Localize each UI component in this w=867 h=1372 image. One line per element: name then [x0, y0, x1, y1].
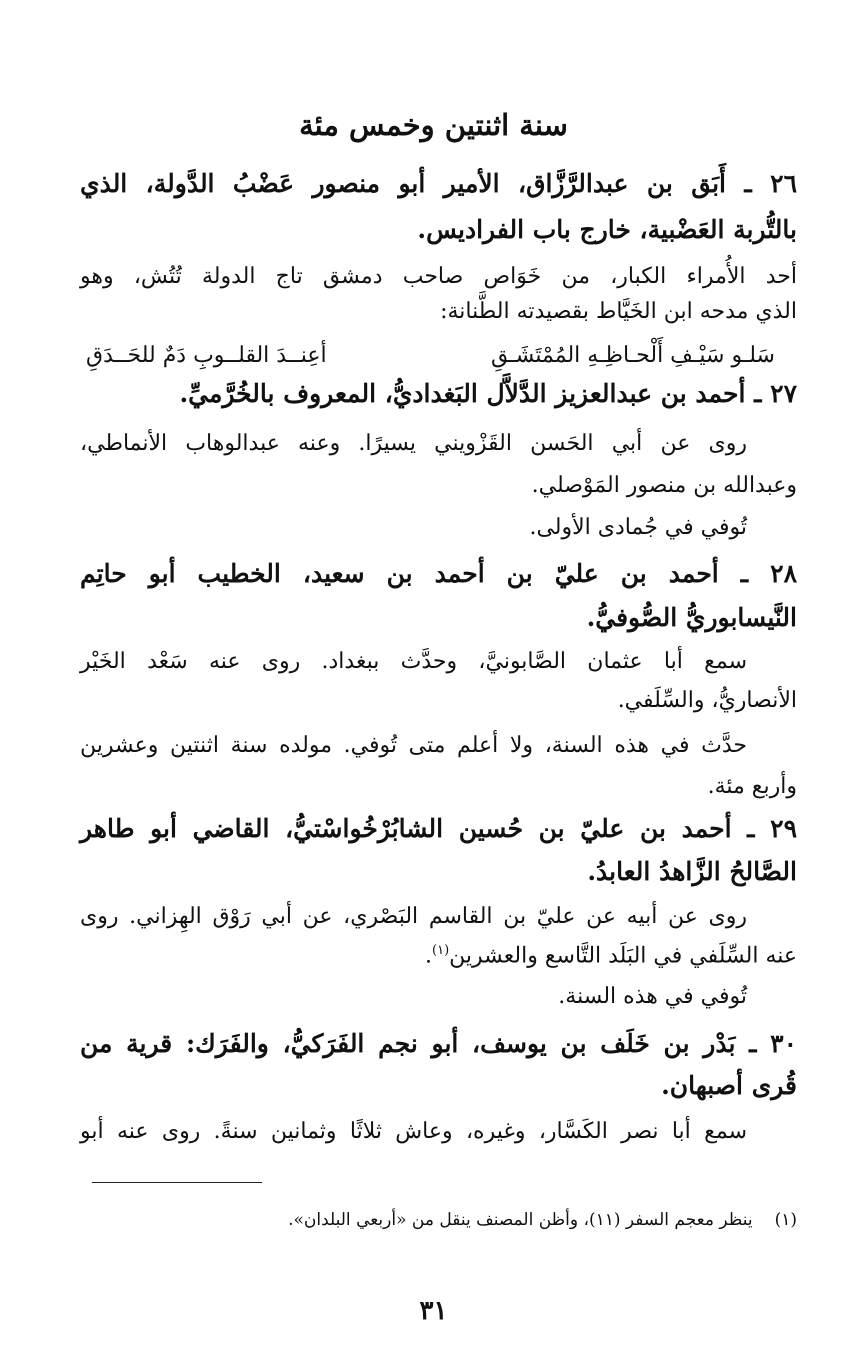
entry-29-heading-line1: ٢٩ ـ أحمد بن عليّ بن حُسين الشابُرْخُواسْتيُّ، القاضي أبو طاهر — [80, 814, 797, 843]
entry-29-body-line2 — [80, 944, 797, 969]
entry-28-body-line1: سمع أبا عثمان الصَّابونيَّ، وحدَّث ببغداد. روى عنه سَعْد الخَيْر — [80, 649, 747, 674]
entry-30-body-line1: سمع أبا نصر الكَسَّار، وغيره، وعاش ثلاثًا وثمانين سنةً. روى عنه أبو — [80, 1119, 747, 1144]
entry-29-heading-line2: الصَّالحُ الزَّاهدُ العابدُ. — [587, 857, 797, 886]
verse-hemistich-first: سَلـو سَيْـفِ أَلْحـاظِـهِ المُمْتَشَـقِ — [490, 343, 775, 368]
entry-27-body-line1: روى عن أبي الحَسن القَزْويني يسيرًا. وعنه عبدالوهاب الأنماطي، — [80, 431, 747, 456]
verse-hemistich-second: أعِنــدَ القلــوبِ دَمٌ للحَــدَقِ — [86, 343, 327, 368]
entry-26-verse — [86, 343, 775, 368]
entry-27-body-line3: تُوفي في جُمادى الأولى. — [529, 515, 747, 540]
footnote-number: (١) — [774, 1210, 797, 1230]
page-number: ٣١ — [419, 1296, 448, 1326]
section-title: سنة اثنتين وخمس مئة — [299, 108, 568, 142]
entry-29-body-period: . — [425, 943, 433, 969]
footnote-divider — [92, 1182, 262, 1183]
entry-28-body-line4: وأربع مئة. — [707, 774, 797, 799]
entry-29-body-line1: روى عن أبيه عن عليّ بن القاسم البَصْري، عن أبي رَوْق الهِزاني. روى — [80, 904, 747, 929]
footnote — [288, 1210, 797, 1230]
entry-28-body-line2: الأنصاريُّ، والسِّلَفي. — [617, 688, 797, 713]
entry-29-body-text: عنه السِّلَفي في البَلَد التَّاسع والعشرين — [449, 943, 797, 969]
footnote-text: ينظر معجم السفر (١١)، وأظن المصنف ينقل من «أربعي البلدان». — [288, 1210, 753, 1230]
entry-28-heading-line1: ٢٨ ـ أحمد بن عليّ بن أحمد بن سعيد، الخطيب أبو حاتِم — [80, 559, 797, 588]
entry-30-heading-line2: قُرى أصبهان. — [661, 1071, 797, 1100]
entry-26-body-line1: أحد الأُمراء الكبار، من خَوَاص صاحب دمشق تاج الدولة تُتُش، وهو — [80, 264, 797, 289]
entry-29-body-line3: تُوفي في هذه السنة. — [558, 984, 747, 1009]
entry-30-heading-line1: ٣٠ ـ بَدْر بن خَلَف بن يوسف، أبو نجم الفَرَكيُّ، والفَرَك: قرية من — [80, 1029, 797, 1058]
entry-26-body-line2: الذي مدحه ابن الخَيَّاط بقصيدته الطَّنانة: — [440, 299, 797, 324]
entry-28-heading-line2: النَّيسابوريُّ الصُّوفيُّ. — [586, 603, 797, 632]
entry-26-heading-line2: بالتُّربة العَضْبية، خارج باب الفراديس. — [417, 215, 797, 244]
entry-27-heading: ٢٧ ـ أحمد بن عبدالعزيز الدَّلاَّل البَغداديُّ، المعروف بالخُرَّميِّ. — [179, 379, 797, 408]
entry-26-heading-line1: ٢٦ ـ أَبَق بن عبدالرَّزَّاق، الأمير أبو منصور عَضْبُ الدَّولة، الذي — [80, 169, 797, 198]
entry-28-body-line3: حدَّث في هذه السنة، ولا أعلم متى تُوفي. مولده سنة اثنتين وعشرين — [80, 733, 747, 758]
entry-27-body-line2: وعبدالله بن منصور المَوْصلي. — [531, 473, 797, 498]
footnote-reference: (١) — [432, 943, 450, 958]
